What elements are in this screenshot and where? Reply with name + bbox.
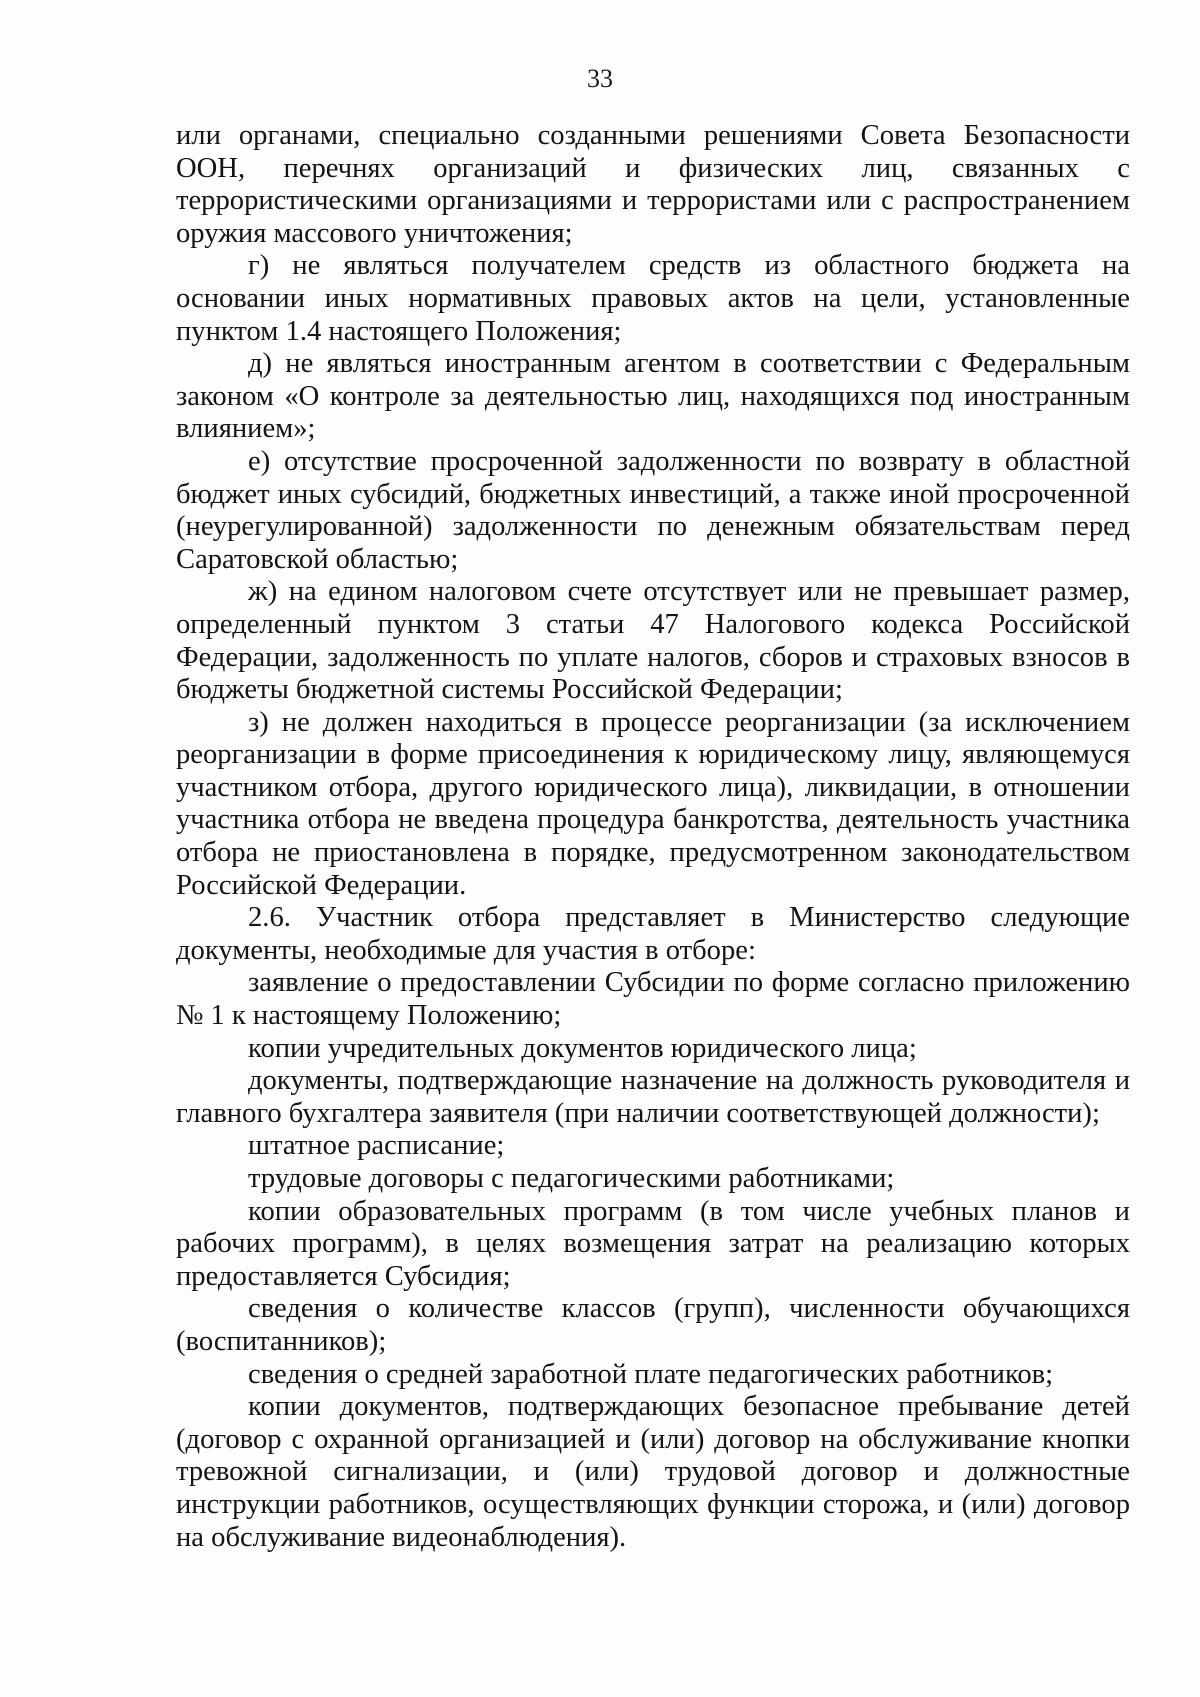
paragraph-doc-item: трудовые договоры с педагогическими работниками; <box>248 1163 895 1194</box>
paragraph-item-g: г) не являться получателем средств из областного бюджета на основании иных нормативных правовых актов на цели, установленные пунктом 1.4 настоящего Положения; <box>176 250 1130 347</box>
paragraph-item-zh: ж) на едином налоговом счете отсутствует или не превышает размер, определенный пунктом 3 статьи 47 Налогового кодекса Российской Федерации, задолженность по уплате налогов, сборов и страховых взносов в бюджеты бюджетной системы Российской Федерации; <box>176 576 1130 706</box>
paragraph-doc-item: копии образовательных программ (в том числе учебных планов и рабочих программ), в целях возмещения затрат на реализацию которых предоставляется Субсидия; <box>176 1195 1130 1292</box>
document-body <box>176 120 1130 1554</box>
paragraph-doc-item: документы, подтверждающие назначение на должность руководителя и главного бухгалтера заявителя (при наличии соответствующей должности); <box>176 1065 1130 1129</box>
paragraph-section-2-6: 2.6. Участник отбора представляет в Министерство следующие документы, необходимые для участия в отборе: <box>176 902 1130 966</box>
page-number: 33 <box>587 64 613 93</box>
paragraph-doc-item: сведения о средней заработной плате педагогических работников; <box>248 1358 1054 1390</box>
paragraph-doc-item: заявление о предоставлении Субсидии по форме согласно приложению № 1 к настоящему Положению; <box>176 967 1130 1032</box>
paragraph-item-d: д) не являться иностранным агентом в соответствии с Федеральным законом «О контроле за деятельностью лиц, находящихся под иностранным влиянием»; <box>176 348 1130 445</box>
paragraph-doc-item: копии учредительных документов юридического лица; <box>248 1032 917 1064</box>
paragraph-doc-item: сведения о количестве классов (групп), численности обучающихся (воспитанников); <box>176 1293 1130 1357</box>
paragraph-doc-item: штатное расписание; <box>248 1130 505 1162</box>
paragraph-item-e: е) отсутствие просроченной задолженности по возврату в областной бюджет иных субсидий, бюджетных инвестиций, а также иной просроченной (неурегулированной) задолженности по денежным обязательствам перед Саратовской областью; <box>176 445 1130 575</box>
paragraph: или органами, специально созданными решениями Совета Безопасности ООН, перечнях организаций и физических лиц, связанных с террористическими организациями и террористами или с распространением оружия массового уничтожения; <box>176 120 1130 249</box>
paragraph-doc-item: копии документов, подтверждающих безопасное пребывание детей (договор с охранной организацией и (или) договор на обслуживание кнопки тревожной сигнализации, и (или) трудовой договор и должностные инструкции работников, осуществляющих функции сторожа, и (или) договор на обслуживание видеонаблюдения). <box>176 1391 1130 1553</box>
paragraph-item-z: з) не должен находиться в процессе реорганизации (за исключением реорганизации в форме присоединения к юридическому лицу, являющемуся участником отбора, другого юридического лица), ликвидации, в отношении участника отбора не введена процедура банкротства, деятельность участника отбора не приостановлена в порядке, предусмотренном законодательством Российской Федерации. <box>176 706 1130 901</box>
